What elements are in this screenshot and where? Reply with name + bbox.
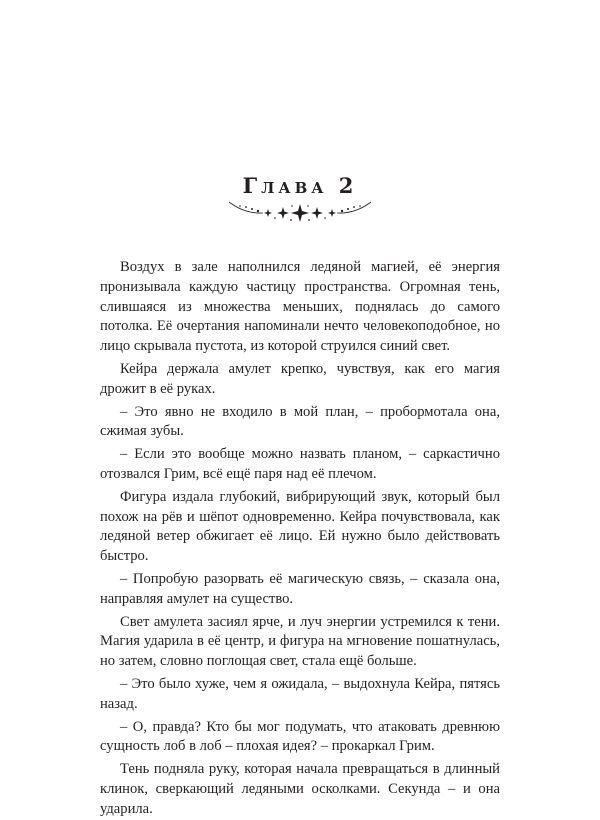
paragraph: – Если это вообще можно назвать планом, – саркастично отозвался Грим, всё ещё паря над её плечом. bbox=[100, 446, 500, 482]
stars-flourish-icon bbox=[225, 198, 375, 228]
paragraph: Фигура издала глубокий, вибрирующий звук, который был похож на рёв и шёпот одновременно. Кейра почувствовала, как ледяной ветер обжигает её лицо. Ей нужно было действовать быстро. bbox=[100, 488, 500, 565]
chapter-title: Глава 2 bbox=[242, 173, 358, 198]
paragraph: – Это явно не входило в мой план, – пробормотала она, сжимая зубы. bbox=[100, 403, 500, 440]
chapter-body bbox=[100, 258, 500, 820]
paragraph: Кейра держала амулет крепко, чувствуя, как его магия дрожит в её руках. bbox=[100, 360, 500, 397]
paragraph: – О, правда? Кто бы мог подумать, что атаковать древнюю сущность лоб в лоб – плохая идея? – прокаркал Грим. bbox=[100, 718, 500, 755]
paragraph: – Это было хуже, чем я ожидала, – выдохнула Кейра, пятясь назад. bbox=[100, 675, 500, 712]
paragraph: Тень подняла руку, которая начала превращаться в длинный клинок, сверкающий ледяными осколками. Секунда – и она ударила. bbox=[100, 761, 500, 817]
paragraph: Воздух в зале наполнился ледяной магией, её энергия пронизывала каждую частицу пространства. Огромная тень, слившаяся из множества меньших, поднялась до самого потолка. Её очертания напоминали нечто человекоподобное, но лицо скрывала пустота, из которой струился синий свет. bbox=[100, 259, 500, 355]
paragraph: Свет амулета засиял ярче, и луч энергии устремился к тени. Магия ударила в её центр, и фигура на мгновение пошатнулась, но затем, словно поглощая свет, стала ещё больше. bbox=[100, 613, 500, 670]
paragraph: – Попробую разорвать её магическую связь, – сказала она, направляя амулет на существо. bbox=[100, 570, 500, 607]
